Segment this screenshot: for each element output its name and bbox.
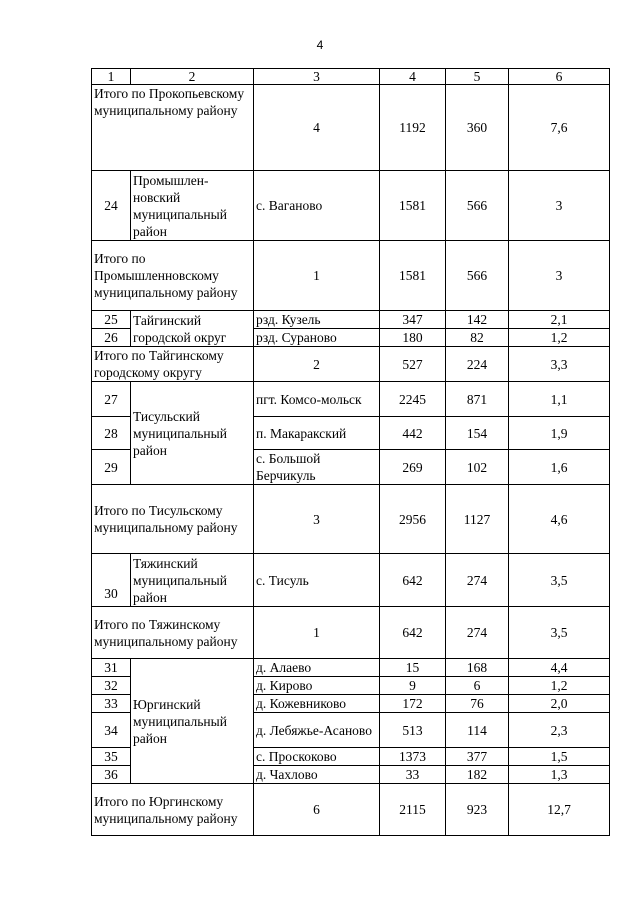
cell: 527 [380, 347, 446, 382]
cell: 15 [380, 659, 446, 677]
cell: 1,5 [509, 748, 610, 766]
settlement-cell: д. Кирово [254, 677, 380, 695]
cell: 2,3 [509, 713, 610, 748]
district-cell: Тисульский муниципальный район [131, 382, 254, 485]
header-cell: 6 [509, 69, 610, 85]
total-row [92, 607, 610, 659]
total-label: Итого по Тисульскому муниципальному району [92, 485, 254, 554]
settlement-cell: пгт. Комсо-мольск [254, 382, 380, 417]
cell: 82 [446, 329, 509, 347]
cell: 2115 [380, 784, 446, 836]
cell: 2,1 [509, 311, 610, 329]
cell: 12,7 [509, 784, 610, 836]
cell: 1,1 [509, 382, 610, 417]
settlement-cell: с. Ваганово [254, 171, 380, 241]
cell: 6 [254, 784, 380, 836]
settlement-cell: д. Алаево [254, 659, 380, 677]
total-label: Итого по Промышленновскому муниципальному району [92, 241, 254, 311]
total-label: Итого по Юргинскому муниципальному району [92, 784, 254, 836]
settlement-cell: п. Макаракский [254, 417, 380, 450]
table-row [92, 659, 610, 677]
settlements-table [91, 68, 610, 836]
row-number: 34 [92, 713, 131, 748]
row-number: 27 [92, 382, 131, 417]
header-cell: 2 [131, 69, 254, 85]
row-number: 32 [92, 677, 131, 695]
settlement-cell: рзд. Сураново [254, 329, 380, 347]
cell: 269 [380, 450, 446, 485]
cell: 102 [446, 450, 509, 485]
cell: 2 [254, 347, 380, 382]
total-row [92, 485, 610, 554]
row-number: 35 [92, 748, 131, 766]
settlement-cell: с. Проскоково [254, 748, 380, 766]
row-number: 31 [92, 659, 131, 677]
cell: 76 [446, 695, 509, 713]
row-number: 36 [92, 766, 131, 784]
row-number: 33 [92, 695, 131, 713]
settlement-cell: рзд. Кузель [254, 311, 380, 329]
cell: 3 [509, 241, 610, 311]
cell: 1581 [380, 171, 446, 241]
cell: 2956 [380, 485, 446, 554]
cell: 1 [254, 241, 380, 311]
cell: 180 [380, 329, 446, 347]
district-cell: Тайгинский городской округ [131, 311, 254, 347]
cell: 1373 [380, 748, 446, 766]
settlement-cell: с. Большой Берчикуль [254, 450, 380, 485]
table-row [92, 554, 610, 607]
header-cell: 4 [380, 69, 446, 85]
header-cell: 1 [92, 69, 131, 85]
settlement-cell: д. Лебяжье-Асаново [254, 713, 380, 748]
cell: 274 [446, 607, 509, 659]
cell: 168 [446, 659, 509, 677]
cell: 923 [446, 784, 509, 836]
cell: 1 [254, 607, 380, 659]
cell: 3,3 [509, 347, 610, 382]
cell: 3 [254, 485, 380, 554]
total-label: Итого по Тяжинскому муниципальному району [92, 607, 254, 659]
cell: 566 [446, 241, 509, 311]
cell: 347 [380, 311, 446, 329]
cell: 274 [446, 554, 509, 607]
row-number: 26 [92, 329, 131, 347]
cell: 4,6 [509, 485, 610, 554]
cell: 3 [509, 171, 610, 241]
header-row [92, 69, 610, 85]
row-number: 25 [92, 311, 131, 329]
cell: 1127 [446, 485, 509, 554]
cell: 1,3 [509, 766, 610, 784]
cell: 1,9 [509, 417, 610, 450]
row-number: 24 [92, 171, 131, 241]
cell: 3,5 [509, 554, 610, 607]
cell: 1581 [380, 241, 446, 311]
cell: 4,4 [509, 659, 610, 677]
cell: 1,2 [509, 677, 610, 695]
table-row [92, 171, 610, 241]
cell: 114 [446, 713, 509, 748]
cell: 3,5 [509, 607, 610, 659]
cell: 513 [380, 713, 446, 748]
cell: 1192 [380, 85, 446, 171]
total-label: Итого по Тайгинскому городскому округу [92, 347, 254, 382]
total-row [92, 784, 610, 836]
cell: 1,2 [509, 329, 610, 347]
total-label: Итого по Прокопьевскому муниципальному району [92, 85, 254, 171]
cell: 642 [380, 607, 446, 659]
row-number: 28 [92, 417, 131, 450]
cell: 182 [446, 766, 509, 784]
cell: 1,6 [509, 450, 610, 485]
district-cell: Промышлен-новский муниципальный район [131, 171, 254, 241]
cell: 442 [380, 417, 446, 450]
total-row [92, 241, 610, 311]
header-cell: 5 [446, 69, 509, 85]
settlement-cell: д. Чахлово [254, 766, 380, 784]
cell: 4 [254, 85, 380, 171]
cell: 7,6 [509, 85, 610, 171]
cell: 9 [380, 677, 446, 695]
cell: 566 [446, 171, 509, 241]
settlement-cell: д. Кожевниково [254, 695, 380, 713]
total-row [92, 347, 610, 382]
row-number: 29 [92, 450, 131, 485]
district-cell: Юргинский муниципальный район [131, 659, 254, 784]
cell: 360 [446, 85, 509, 171]
cell: 154 [446, 417, 509, 450]
cell: 6 [446, 677, 509, 695]
table-row [92, 311, 610, 329]
page-number: 4 [316, 38, 324, 52]
header-cell: 3 [254, 69, 380, 85]
cell: 33 [380, 766, 446, 784]
row-number: 30 [92, 554, 131, 607]
cell: 871 [446, 382, 509, 417]
cell: 224 [446, 347, 509, 382]
cell: 642 [380, 554, 446, 607]
cell: 142 [446, 311, 509, 329]
cell: 377 [446, 748, 509, 766]
cell: 2245 [380, 382, 446, 417]
cell: 2,0 [509, 695, 610, 713]
cell: 172 [380, 695, 446, 713]
district-cell: Тяжинский муниципальный район [131, 554, 254, 607]
total-row [92, 85, 610, 171]
table-row [92, 382, 610, 417]
settlement-cell: с. Тисуль [254, 554, 380, 607]
